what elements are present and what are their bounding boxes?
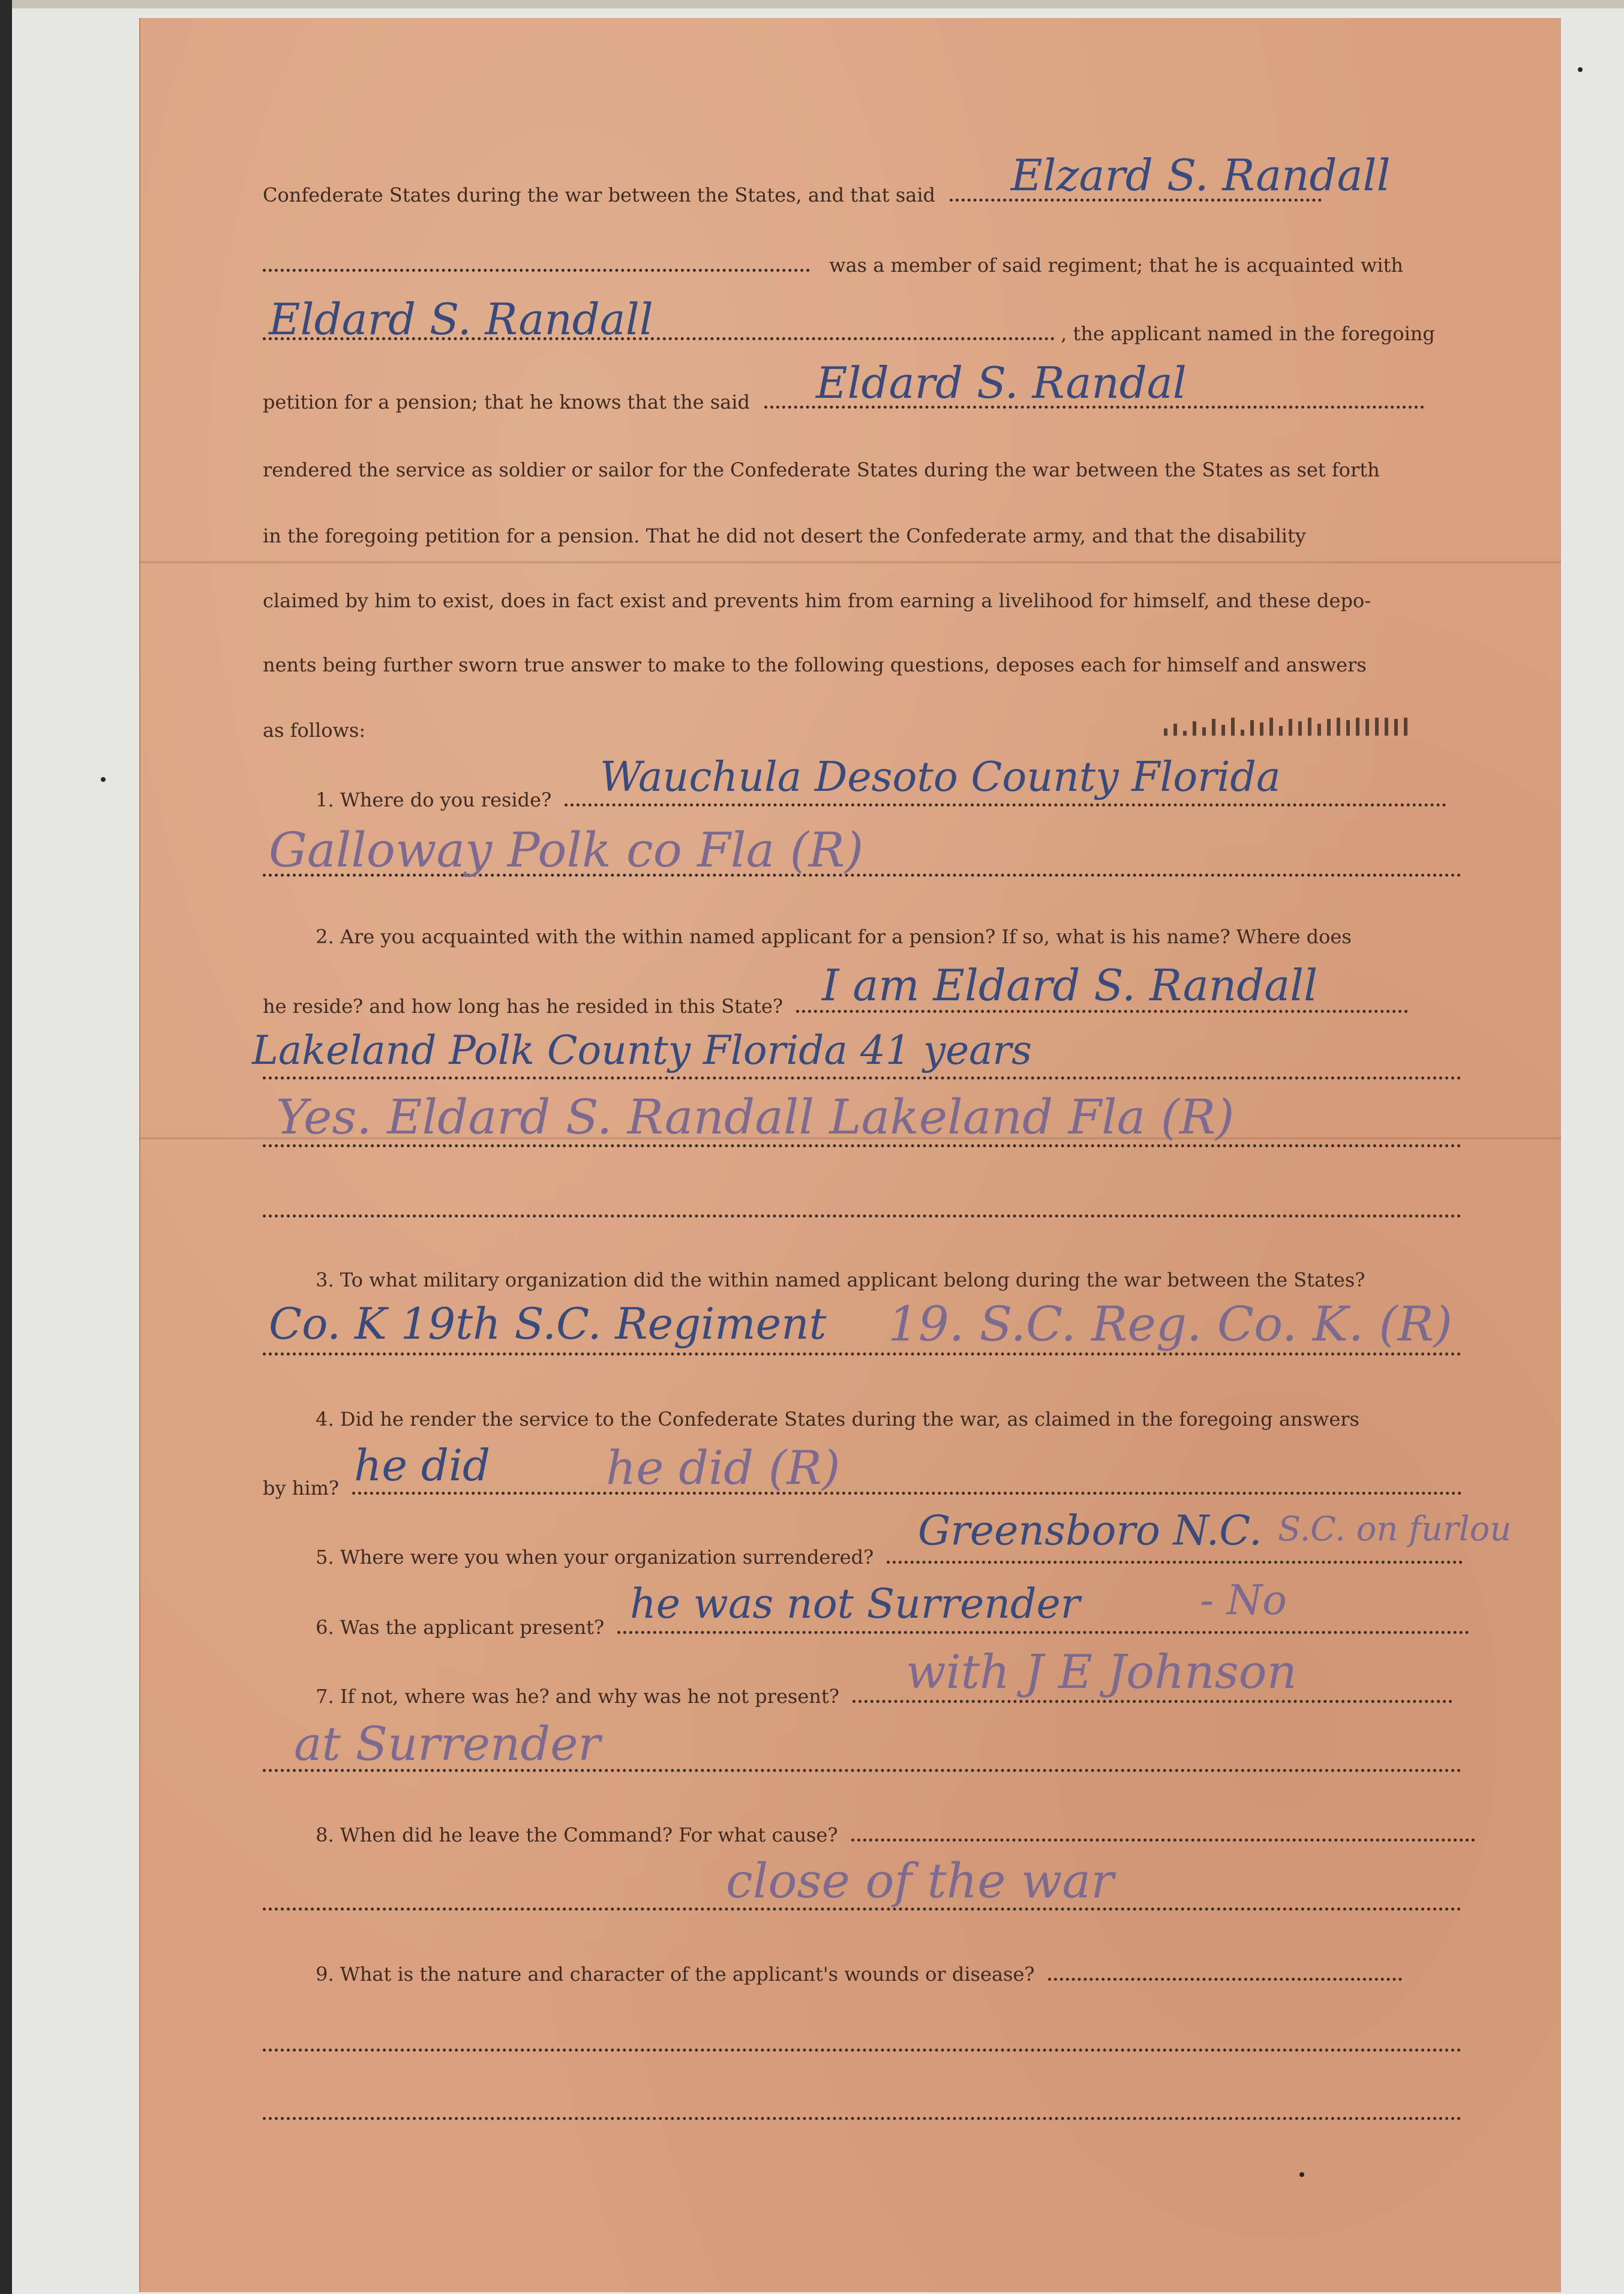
handwritten-applicant-name: Elzard S. Randall <box>1011 150 1391 200</box>
answer-7-pencil: with J E Johnson <box>906 1645 1297 1699</box>
question-4 <box>263 1407 1461 1431</box>
printed-text: was a member of said regiment; that he is acquainted with <box>829 254 1404 277</box>
answer-3-ink: Co. K 19th S.C. Regiment <box>269 1299 827 1349</box>
fill-in-dots <box>263 1207 1461 1218</box>
answer-2-ink: I am Eldard S. Randall <box>822 960 1318 1010</box>
question-2 <box>263 925 1461 949</box>
answer-6-ink: he was not Surrender <box>630 1581 1080 1628</box>
scan-top-edge <box>0 0 1624 8</box>
answer-line <box>263 1199 1461 1223</box>
form-text-line: claimed by him to exist, does in fact exist and prevents him from earning a livelihood for himself, and these depo- <box>263 589 1371 612</box>
answer-5-ink: Greensboro N.C. <box>918 1507 1262 1555</box>
fill-in-dots <box>263 2041 1461 2052</box>
answer-1-ink: Wauchula Desoto County Florida <box>600 754 1281 801</box>
question-text: 5. Where were you when your organization surrendered? <box>316 1546 874 1569</box>
paper-speck <box>1299 2172 1304 2177</box>
answer-2-pencil: Yes. Eldard S. Randall Lakeland Fla (R) <box>276 1089 1235 1145</box>
faint-stamp-marks <box>1164 718 1476 742</box>
question-text: 4. Did he render the service to the Confederate States during the war, as claimed in the foregoing answers <box>316 1408 1359 1431</box>
printed-text: , the applicant named in the foregoing <box>1061 322 1435 345</box>
question-text: 9. What is the nature and character of the applicant's wounds or disease? <box>316 1963 1035 1986</box>
question-3 <box>263 1268 1461 1292</box>
handwritten-applicant-name: Eldard S. Randall <box>269 294 653 344</box>
answer-8-ink: close of the war <box>726 1853 1114 1909</box>
answer-2-ink: Lakeland Polk County Florida 41 years <box>252 1027 1032 1073</box>
handwritten-applicant-name: Eldard S. Randal <box>816 358 1187 408</box>
form-text-line: rendered the service as soldier or sailor for the Confederate States during the war between the States as set forth <box>263 458 1380 481</box>
printed-text: petition for a pension; that he knows that the said <box>263 391 750 413</box>
answer-line <box>263 2033 1461 2057</box>
question-text: 6. Was the applicant present? <box>316 1616 605 1639</box>
answer-7-pencil: at Surrender <box>294 1717 601 1771</box>
fill-in-dots <box>263 2110 1461 2120</box>
answer-3-pencil: 19. S.C. Reg. Co. K. (R) <box>888 1296 1453 1352</box>
answer-5-pencil: S.C. on furlou <box>1278 1510 1512 1549</box>
scan-left-edge <box>0 0 12 2294</box>
answer-4-ink: he did <box>354 1440 491 1491</box>
paper-fold-line <box>139 561 1561 563</box>
form-line-2 <box>263 253 1461 277</box>
question-text: 2. Are you acquainted with the within named applicant for a pension? If so, what is his name? Where does <box>316 925 1352 948</box>
question-5 <box>263 1545 1461 1569</box>
fill-in-dots <box>1048 1971 1402 1981</box>
question-text: by him? <box>263 1477 340 1500</box>
question-text: 3. To what military organization did the within named applicant belong during the war between the States? <box>316 1269 1365 1291</box>
paper-speck <box>1578 67 1583 72</box>
form-text-line: as follows: <box>263 719 366 742</box>
printed-text: Confederate States during the war between the States, and that said <box>263 184 936 206</box>
question-text: 7. If not, where was he? and why was he not present? <box>316 1685 839 1708</box>
paper-speck <box>101 777 106 782</box>
fill-in-dots <box>851 1831 1475 1842</box>
fill-in-dots <box>263 262 810 272</box>
fill-in-dots <box>352 1485 1462 1495</box>
question-text: 8. When did he leave the Command? For what cause? <box>316 1824 838 1846</box>
answer-4-pencil: he did (R) <box>606 1441 840 1495</box>
question-8 <box>263 1823 1461 1847</box>
question-9 <box>263 1962 1461 1986</box>
answer-1-pencil: Galloway Polk co Fla (R) <box>269 822 864 878</box>
question-text: 1. Where do you reside? <box>316 788 552 811</box>
answer-6-pencil: - No <box>1200 1577 1287 1624</box>
question-text: he reside? and how long has he resided in this State? <box>263 995 783 1018</box>
fill-in-dots <box>887 1554 1463 1564</box>
answer-line <box>263 2101 1461 2125</box>
form-text-line: nents being further sworn true answer to make to the following questions, deposes each for himself and answers <box>263 653 1367 676</box>
form-text-line: in the foregoing petition for a pension. That he did not desert the Confederate army, and that the disability <box>263 524 1306 547</box>
